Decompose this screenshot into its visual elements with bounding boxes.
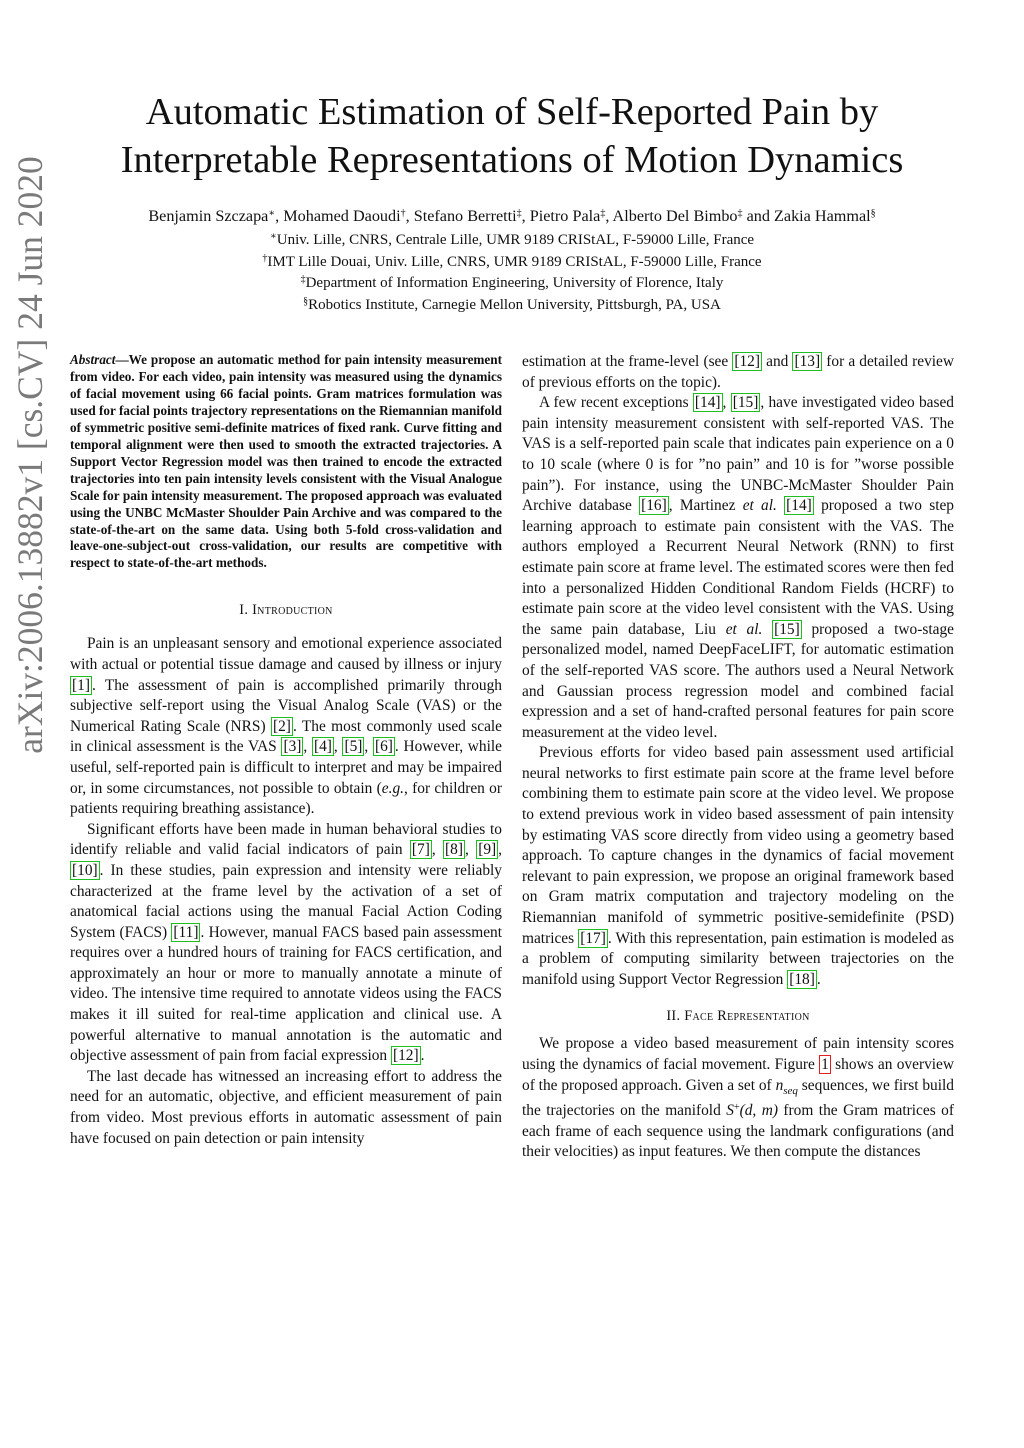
face-paragraph-1	[522, 1034, 954, 1163]
affiliation-text: Department of Information Engineering, University of Florence, Italy	[305, 275, 724, 291]
author: Zakia Hammal	[774, 207, 871, 225]
text-run: .	[816, 970, 821, 988]
separator: ,	[722, 394, 731, 412]
author-list	[40, 206, 984, 226]
affiliation-mark: ∗	[269, 231, 277, 242]
math-subscript: seq	[783, 1084, 798, 1097]
separator: ,	[303, 738, 312, 756]
citation-link[interactable]: [10]	[72, 861, 98, 879]
paper-title	[60, 88, 964, 184]
related-paragraph-1	[522, 352, 954, 393]
intro-paragraph-2: Significant efforts have been made in human behavioral studies to identify reliable and valid facial indicators of pain [7] , [8] , [9] , [10] . In these studies, pain expression and intensity were reliably characterized at the frame level by the activation of a set of anatomical facial actions using the manual Facial Action Coding System (FACS) [11] . However, manual FACS based pain assessment requires over a hundred hours of training for FACS certification, and approximately an hour or more to manually annotate a minute of video. The intensive time required to annotate videos using the FACS makes it ill suited for real-time application and clinical use. A powerful alternative to manual annotation is the automatic and objective assessment of pain from facial expression [12] .	[70, 820, 502, 1065]
citation-link[interactable]: [12]	[734, 353, 760, 370]
section-heading-face-representation	[522, 1006, 954, 1026]
text-run: . The most commonly used scale in clinical assessment is the VAS	[70, 717, 503, 756]
text-run: , have investigated video based pain intensity measurement consistent with self-reported VAS. The VAS is a self-reported pain scale that indicates pain experience on a 0 to 10 scale (where 0 is for ”no pain” and 10 is for ”worse possible pain”). For instance, using the UNBC-McMaster Shoulder Pain Archive database	[522, 394, 954, 515]
text-run: and	[762, 353, 793, 370]
author-separator: ,	[405, 207, 414, 225]
abstract-label: Abstract	[70, 352, 116, 367]
title-line-2: Interpretable Representations of Motion Dynamics	[120, 139, 904, 181]
citation-link[interactable]: [11]	[173, 923, 199, 941]
citation-link[interactable]: [2]	[272, 717, 291, 735]
section-heading-introduction	[70, 600, 502, 620]
text-run: . With this representation, pain estimation is modeled as a problem of computing similarity between trajectories on the manifold using Support Vector Regression	[522, 929, 955, 988]
affiliation-text: Robotics Institute, Carnegie Mellon University, Pittsburgh, PA, USA	[308, 296, 721, 313]
author: Pietro Pala	[529, 207, 601, 225]
affiliation-mark: ‡	[300, 274, 306, 285]
author-mark: ‡	[737, 208, 743, 219]
author-mark: §	[870, 208, 876, 219]
math-symbol: (d, m)	[739, 1102, 778, 1120]
separator: ,	[465, 841, 477, 859]
intro-paragraph-3: The last decade has witnessed an increasing effort to address the need for an automatic, objective, and efficient measurement of pain from video. Most previous efforts in automatic assessment of pain have focused on pain detection or pain intensity	[70, 1067, 502, 1147]
citation-link[interactable]: [6]	[374, 738, 393, 756]
affiliation	[60, 273, 964, 295]
author: Benjamin Szczapa	[148, 207, 269, 225]
author-mark: ∗	[268, 208, 276, 219]
citation-link[interactable]: [1]	[72, 676, 90, 694]
text-run: et al.	[725, 620, 763, 638]
text-run: . However, manual FACS based pain assessment requires over a hundred hours of training for FACS certification, and approximately an hour or more to manually annotate a minute of video. The intensive time required to annotate videos using the FACS makes it ill suited for real-time application and clinical use. A powerful alternative to manual annotation is the automatic and objective assessment of pain from facial expression	[70, 923, 502, 1065]
text-run: , for children or patients requiring breathing assistance).	[70, 779, 502, 818]
text-run: Previous efforts for video based pain assessment used artificial neural networks to first estimate pain score at the frame level before combining them to estimate pain score at the video level. We propose to extend previous work in video based assessment of pain intensity by estimating VAS score directly from video using a geometry based approach. To capture changes in the dynamics of facial movement relevant to pain expression, we propose an original framework based on Gram matrix computation and trajectory modeling on the Riemannian manifold of symmetric positive-semidefinite (PSD) matrices	[522, 744, 954, 947]
citation-link[interactable]: [7]	[411, 841, 430, 859]
separator: ,	[333, 738, 343, 756]
author: Mohamed Daoudi	[283, 207, 401, 225]
abstract-text: —We propose an automatic method for pain intensity measurement from video. For each video, pain intensity was measured using the dynamics of facial movement using 66 facial points. Gram matrices formulation was used for facial points trajectory representations on the Riemannian manifold of symmetric positive semi-definite matrices of fixed rank. Curve fitting and temporal alignment were then used to smooth the extracted trajectories. A Support Vector Regression model was then trained to encode the extracted trajectories into ten pain intensity levels consistent with the Visual Analogue Scale for pain intensity measurement. The proposed approach was evaluated using the UNBC McMaster Shoulder Pain Archive and was compared to the state-of-the-art on the same data. Using both 5-fold cross-validation and leave-one-subject-out cross-validation, our results are competitive with respect to state-of-the-art methods.	[70, 352, 502, 571]
citation-link[interactable]: [18]	[789, 970, 815, 988]
related-paragraph-3	[522, 743, 954, 990]
separator: ,	[431, 841, 444, 859]
author-mark: ‡	[600, 208, 606, 219]
citation-link[interactable]: [17]	[580, 929, 606, 947]
text-run: , Martinez	[668, 497, 743, 515]
right-column	[522, 352, 954, 1163]
citation-link[interactable]: [15]	[732, 394, 759, 412]
author-mark: †	[400, 208, 406, 219]
text-run: . The assessment of pain is accomplished primarily through subjective self-report using the Visual Analog Scale (VAS) or the Numerical Rating Scale (NRS)	[70, 676, 502, 735]
citation-link[interactable]: [3]	[283, 738, 302, 756]
intro-paragraph-1	[70, 634, 502, 819]
affiliation-mark: §	[303, 295, 309, 307]
affiliation-mark: †	[262, 252, 268, 264]
text-run: Pain is an unpleasant sensory and emotional experience associated with actual or potential tissue damage and caused by illness or injury	[70, 635, 502, 673]
text-run: Significant efforts have been made in human behavioral studies to identify reliable and valid facial indicators of pain	[70, 820, 502, 859]
citation-link[interactable]: [8]	[445, 841, 463, 859]
citation-link[interactable]: [9]	[478, 841, 497, 859]
citation-link[interactable]: [14]	[694, 394, 721, 412]
author-separator: ,	[275, 207, 284, 225]
section-title: Face Representation	[684, 1008, 810, 1025]
author-separator: ,	[605, 207, 613, 225]
text-run: shows an overview of the proposed approach. Given a set of	[522, 1056, 954, 1094]
text-run: from the Gram matrices of each frame of each sequence using the landmark configurations (and their velocities) as input features. We then compute the distances	[522, 1102, 954, 1161]
affiliation-text: IMT Lille Douai, Univ. Lille, CNRS, UMR 9189 CRIStAL, F-59000 Lille, France	[267, 253, 762, 270]
section-number: I.	[239, 602, 249, 619]
text-run: . In these studies, pain expression and intensity were reliably characterized at the frame level by the activation of a set of anatomical facial actions using the manual Facial Action Coding System (FACS)	[70, 861, 502, 941]
affiliation	[60, 230, 964, 252]
citation-link[interactable]: [15]	[774, 620, 800, 638]
affiliation-text: Univ. Lille, CNRS, Centrale Lille, UMR 9189 CRIStAL, F-59000 Lille, France	[276, 232, 755, 248]
affiliation-list	[60, 230, 964, 316]
separator: ,	[364, 738, 373, 756]
abstract	[70, 352, 502, 572]
citation-link[interactable]: [12]	[392, 1047, 419, 1065]
related-paragraph-2	[522, 393, 954, 743]
affiliation	[60, 295, 964, 317]
text-run: proposed a two-stage personalized model, named DeepFaceLIFT, for automatic estimation of the self-reported VAS score. The authors used a Neural Network and Gaussian process regression model and combined facial expression and a set of hand-crafted personal features for pain score measurement at the video level.	[522, 620, 954, 741]
author-mark: ‡	[516, 208, 522, 219]
title-line-1: Automatic Estimation of Self-Reported Pain by	[145, 91, 879, 133]
author: Alberto Del Bimbo	[612, 207, 738, 225]
text-run: for a detailed review of previous efforts on the topic).	[522, 353, 954, 391]
section-title: Introduction	[252, 602, 333, 619]
figure-link[interactable]: 1	[821, 1056, 829, 1073]
math-symbol: n	[775, 1076, 784, 1094]
text-run: . However, while useful, self-reported pain is difficult to interpret and may be impaired or, in some circumstances, not possible to obtain (	[70, 738, 502, 797]
citation-link[interactable]: [14]	[786, 497, 812, 515]
text-run: A few recent exceptions	[539, 394, 693, 412]
section-number: II.	[666, 1008, 681, 1025]
text-run: proposed a two step learning approach to estimate pain consistent with the VAS. The authors employed a Recurrent Neural Network (RNN) to first estimate pain score at frame level. The estimated scores were then fed into a personalized Hidden Conditional Random Fields (HCRF) to estimate pain score at the video level consistent with the VAS. Using the same pain database, Liu	[522, 497, 955, 638]
citation-link[interactable]: [13]	[794, 353, 821, 370]
citation-link[interactable]: [5]	[344, 738, 363, 756]
author: Stefano Berretti	[413, 207, 517, 225]
citation-link[interactable]: [4]	[313, 738, 332, 756]
text-run: e.g.	[381, 779, 404, 797]
left-column	[70, 352, 502, 1149]
separator: ,	[498, 841, 502, 859]
author-separator: ,	[521, 207, 530, 225]
math-symbol: S	[726, 1102, 734, 1120]
text-run: sequences, we first build the trajectories on the manifold	[522, 1076, 954, 1120]
citation-link[interactable]: [16]	[641, 497, 667, 515]
author-separator: and	[742, 207, 774, 225]
text-run: We propose a video based measurement of pain intensity scores using the dynamics of facial movement. Figure	[522, 1035, 954, 1073]
affiliation	[60, 252, 964, 274]
math-superscript: +	[733, 1102, 740, 1114]
text-run: et al.	[742, 497, 777, 515]
text-run: estimation at the frame-level (see	[522, 353, 733, 370]
arxiv-id: arXiv:2006.13882v1 [cs.CV] 24 Jun 2020	[10, 156, 50, 754]
